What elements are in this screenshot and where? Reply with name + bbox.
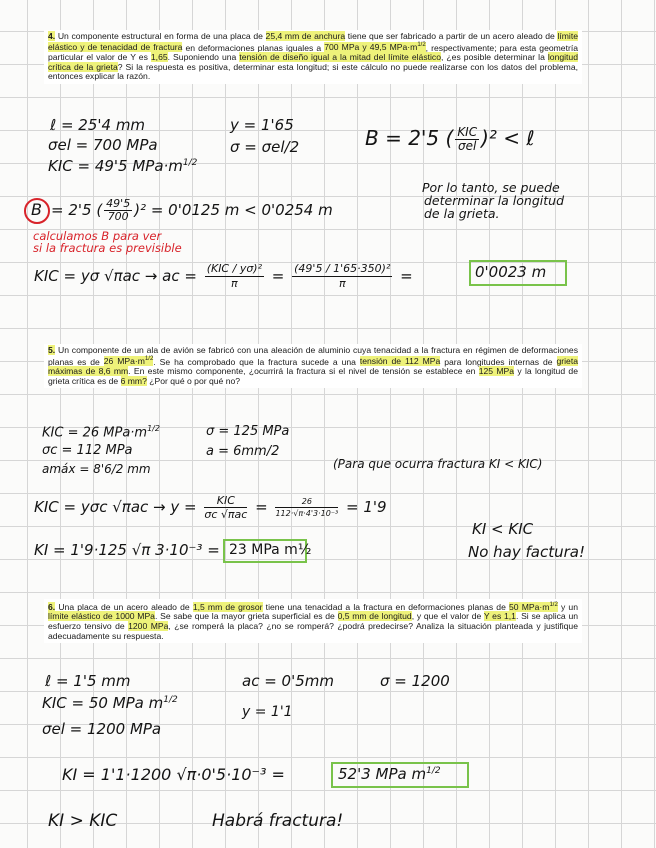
final-comparison: KI > KIC (48, 811, 118, 831)
fracture-condition: (Para que ocurra fractura KI < KIC) (333, 457, 543, 471)
problem-text: Un componente estructural en forma de una placa de (57, 31, 266, 41)
ac-derivation: KIC = yσ √πac → ac = (KIC / yσ)² π = $\frac{\text{(49'5 / 1'65·350)²}}{\pi}$ = (34, 262, 413, 290)
given-kic: KIC = 50 MPa $m^{1/2}$ (42, 694, 178, 712)
given-a: a = 6mm/2 (206, 444, 280, 459)
problem-number: 4. (48, 31, 56, 41)
problem-4-statement (44, 30, 582, 84)
problem-text: , ¿se romperá la placa? ¿no se romperá? ¿podrá predecirse? Analiza la situación planteada y justifique adecuadamente su respuesta. (48, 621, 578, 641)
highlight: tensión de 112 MPa (359, 356, 441, 367)
given-sigma: σ = σel/2 (230, 138, 300, 156)
exponent: 1/2 (549, 602, 558, 608)
b-circled: B (31, 200, 42, 219)
problem-text: Un componente de un ala de avión se fabricó con una aleación de aluminio cuya tenacidad a la fractura en régimen de deformaciones planas es de (48, 345, 578, 367)
highlight: tensión de diseño igual a la mitad del límite elástico (239, 52, 442, 63)
problem-text: Una placa de un acero aleado de (55, 601, 193, 612)
b-criterion: B = 2'5 ( KIC σel )² < ℓ (365, 125, 535, 153)
b-calculation: = 2'5 ( $\frac{49'5}{700}$ )² = 0'0125 m < 0'0254 m (51, 197, 333, 223)
given-sigma: σ = 1200 (380, 672, 450, 690)
highlight: 0,5 mm de longitud (337, 611, 412, 622)
conclusion-4: Por lo tanto, se puede determinar la longitud de la grieta. (422, 180, 565, 221)
problem-text: , respectivamente; para esta geometría particular el valor de Y es (48, 42, 578, 63)
ki-calculation: KI = 1'9·125 √π 3·10⁻³ = (34, 541, 220, 559)
exponent: 1/2 (417, 42, 426, 49)
problem-text: y la longitud de grieta crítica es de (48, 366, 578, 386)
given-yield: σel = 1200 MPa (42, 720, 162, 738)
given-kic: KIC = 26 $MPa\cdot m^{1/2}$ (42, 424, 160, 441)
given-y: y = 1'65 (230, 116, 294, 134)
problem-text: y un (557, 601, 578, 612)
problem-text: tiene que ser fabricado a partir de un acero aleado de (345, 31, 558, 41)
no-fracture: No hay factura! (468, 543, 585, 561)
highlight: 1,5 mm de grosor (192, 601, 263, 612)
highlight: longitud crítica de la grieta (48, 52, 578, 72)
highlight: 50 MPa·m (509, 601, 550, 612)
given-yield: σel = 700 MPa (48, 136, 158, 154)
given-kic: KIC = 49'5 $MPa\cdot m^{1/2}$ (48, 157, 198, 175)
problem-text: ¿Por qué o por qué no? (146, 375, 241, 386)
highlight: 125 MPa (478, 366, 515, 377)
ki-result: 23 MPa m½ (229, 542, 312, 558)
given-y: y = 1'1 (242, 704, 293, 720)
problem-text: . En este mismo componente, ¿ocurrirá la fractura si el nivel de tensión se establece en (128, 366, 479, 377)
problem-6-statement (44, 599, 582, 643)
ki-result: 52'3 MPa $m^{1/2}$ (338, 765, 441, 783)
given-thickness: ℓ = 1'5 mm (45, 672, 131, 690)
problem-text: tiene una tenacidad a la fractura en deformaciones planas de (262, 601, 510, 612)
problem-text: , y que el valor de (411, 611, 484, 622)
given-ac: ac = 0'5mm (242, 672, 334, 690)
given-amax: amáx = 8'6/2 mm (42, 462, 151, 476)
highlight: 6 mm? (120, 375, 147, 386)
y-derivation: KIC = yσc √πac → y = KIC σc √πac = $\frac{26}{\text{112·√π·4'3·10⁻³}}$ = 1'9 (34, 494, 387, 521)
highlight: límite elástico y de tenacidad de fractura (48, 31, 579, 53)
ac-result: 0'0023 m (475, 263, 547, 281)
ki-calculation: KI = 1'1·1200 √π·0'5·10⁻³ = (62, 765, 285, 784)
problem-5-statement (44, 344, 582, 388)
highlight: 1200 MPa (128, 621, 169, 632)
problem-number: 5. (48, 345, 56, 355)
ki-comparison: KI < KIC (472, 520, 534, 538)
problem-text: ? Si la respuesta es positiva, determinar esta longitud; si este cálculo no puede realizarse con los datos del problema, entonces explicar la razón. (48, 61, 578, 82)
problem-text: . Se sabe que la mayor grieta superficial es de (154, 611, 338, 622)
exponent: 1/2 (144, 356, 154, 363)
problem-text: . Se ha comprobado que la fractura sucede a una (153, 356, 360, 367)
highlight: grieta máximas de 8,6 mm (48, 356, 578, 377)
highlight: límite elástico de 1000 MPa (48, 611, 155, 622)
problem-text: . Suponiendo una (167, 52, 240, 63)
red-note: calculamos B para ver si la fractura es previsible (33, 229, 182, 255)
highlight: 700 MPa y 49,5 MPa·m (324, 42, 418, 53)
given-sigma-c: σc = 112 MPa (42, 443, 133, 458)
problem-text: para longitudes internas de (440, 356, 557, 367)
highlight: 1,65 (150, 52, 168, 63)
given-sigma: σ = 125 MPa (206, 424, 290, 439)
given-length: ℓ = 25'4 mm (50, 116, 146, 134)
highlight: Y es 1,1 (483, 611, 516, 622)
final-conclusion: Habrá fractura! (212, 811, 344, 831)
problem-number: 6. (48, 601, 56, 612)
highlight: 26 MPa·m (103, 356, 145, 367)
problem-text: . Si se aplica un esfuerzo tensivo de (48, 611, 579, 632)
problem-text: en deformaciones planas iguales a (182, 42, 325, 53)
highlight: 25,4 mm de anchura (265, 31, 346, 41)
problem-text: , ¿es posible determinar la (441, 52, 548, 63)
